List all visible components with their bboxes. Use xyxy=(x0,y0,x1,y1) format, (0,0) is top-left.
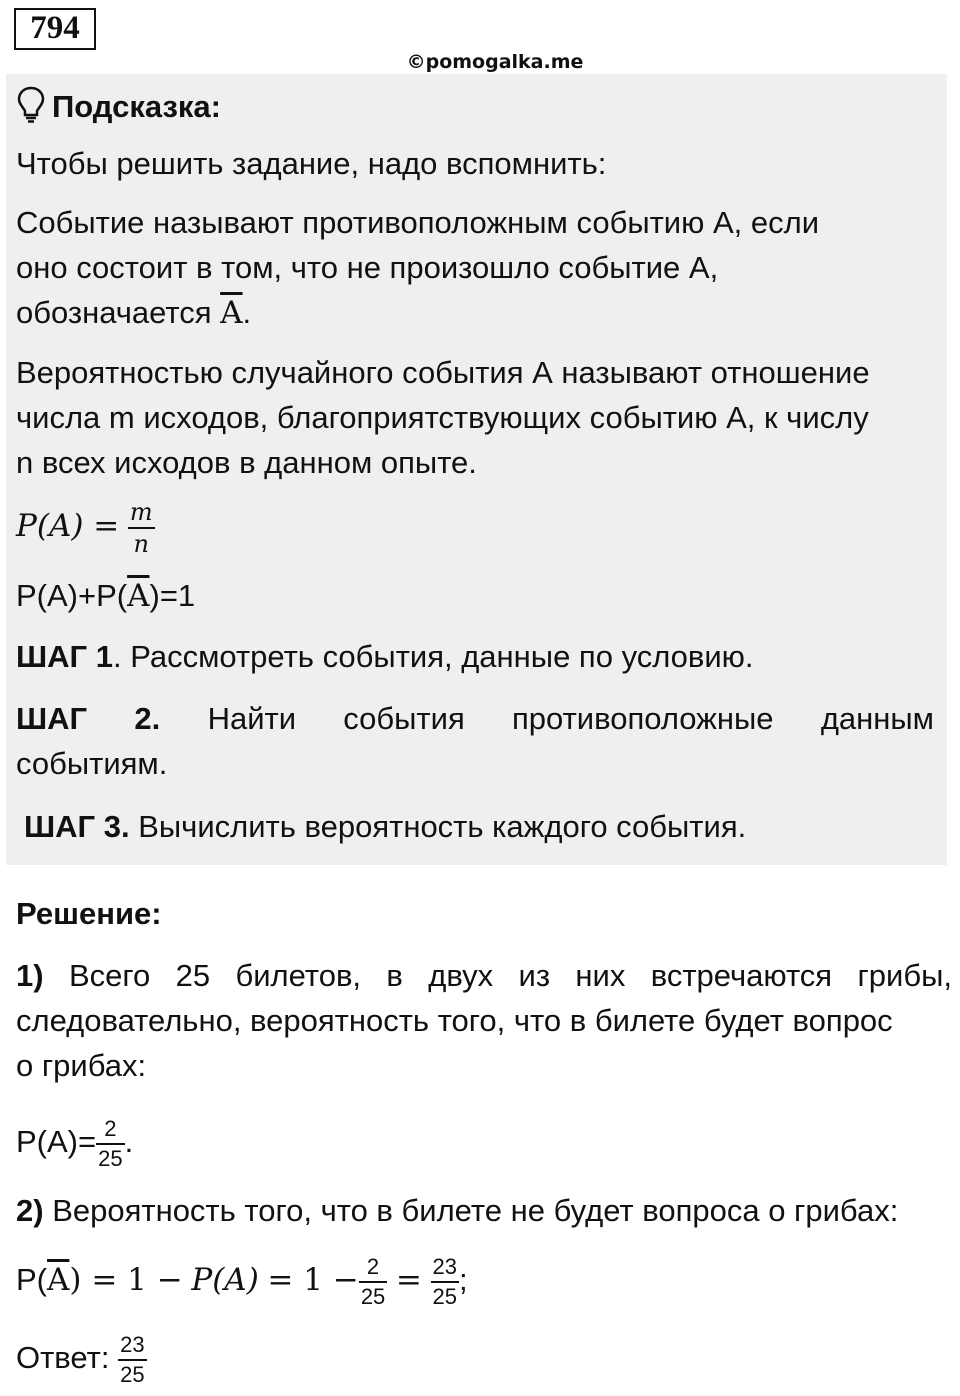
def-probability xyxy=(16,350,934,485)
def-opposite-end: . xyxy=(242,295,252,330)
p2-f-b: ) = 1 − xyxy=(69,1262,183,1298)
probability-formula xyxy=(16,496,934,556)
def-opposite-line2: оно состоит в том, что не произошло событие А, xyxy=(16,250,719,285)
p2-numerator1: 2 xyxy=(359,1256,387,1283)
p1-fraction xyxy=(96,1115,124,1171)
p1-text1: Всего 25 билетов, в двух из них встречаются грибы, xyxy=(43,958,952,993)
p2-fraction1 xyxy=(359,1253,387,1309)
solution-step1 xyxy=(16,953,952,1088)
opposite-symbol: $\overline{A}$ xyxy=(220,295,243,331)
answer-denominator: 25 xyxy=(120,1361,145,1387)
formula2-part-b: )=1 xyxy=(149,578,196,613)
def-prob-line2: числа m исходов, благоприятствующих событию А, к числу xyxy=(16,400,869,435)
step2-line1 xyxy=(16,696,934,741)
hint-intro: Чтобы решить задание, надо вспомнить: xyxy=(16,146,607,181)
p1-formula-end: . xyxy=(124,1124,134,1159)
p1-formula-lhs: P(A)= xyxy=(16,1124,97,1159)
def-opposite-line3 xyxy=(16,290,934,336)
p1-line3: о грибах: xyxy=(16,1048,147,1083)
p2-formula xyxy=(16,1248,934,1312)
p2-label: 2) xyxy=(16,1193,44,1228)
p2-f-pa: P(A) xyxy=(191,1262,259,1298)
answer xyxy=(16,1328,934,1388)
p2-denominator2: 25 xyxy=(432,1283,458,1309)
step-2 xyxy=(16,696,934,786)
formula-lhs: P(A) = xyxy=(16,508,120,544)
step3-label: ШАГ 3. xyxy=(24,809,130,844)
p2-f-a: P( xyxy=(16,1262,47,1297)
formula2-part-a: P(A)+P( xyxy=(16,578,128,613)
p1-line1 xyxy=(16,953,952,998)
p2-f-symbol: $\overline{A}$ xyxy=(47,1262,70,1298)
hint-title-text: Подсказка: xyxy=(52,89,221,124)
def-prob-line1: Вероятностью случайного события А называют отношение xyxy=(16,355,870,390)
def-prob-line3: n всех исходов в данном опыте. xyxy=(16,445,477,480)
p1-numerator: 2 xyxy=(96,1118,124,1145)
step1-text: . Рассмотреть события, данные по условию. xyxy=(112,639,754,674)
solution-title: Решение: xyxy=(16,896,162,931)
p1-denominator: 25 xyxy=(98,1145,123,1171)
step2-text: Найти события противоположные данным xyxy=(207,701,934,736)
step1-label: ШАГ 1 xyxy=(16,639,113,674)
complement-formula xyxy=(16,573,934,619)
step3-text: Вычислить вероятность каждого события. xyxy=(129,809,747,844)
solution-step2 xyxy=(16,1188,952,1233)
step2-label: ШАГ 2. xyxy=(16,701,161,736)
p2-end: ; xyxy=(459,1262,468,1297)
step2-line2: событиям. xyxy=(16,746,168,781)
p1-formula xyxy=(16,1112,934,1172)
lightbulb-icon xyxy=(16,86,46,124)
def-opposite-line1: Событие называют противоположным событию А, если xyxy=(16,205,820,240)
step-1 xyxy=(16,634,934,679)
def-opposite-text: обозначается xyxy=(16,295,212,330)
p2-eq: = xyxy=(395,1262,422,1298)
p2-fraction2 xyxy=(431,1253,459,1309)
formula-fraction xyxy=(128,497,155,558)
p2-f-c: = 1 − xyxy=(267,1262,359,1298)
formula2-symbol: $\overline{A}$ xyxy=(127,578,150,614)
answer-numerator: 23 xyxy=(118,1334,146,1361)
answer-label: Ответ: xyxy=(16,1340,110,1375)
p1-label: 1) xyxy=(16,958,44,993)
formula-numerator: m xyxy=(128,500,155,529)
p2-text: Вероятность того, что в билете не будет вопроса о грибах: xyxy=(43,1193,899,1228)
answer-fraction xyxy=(118,1331,146,1387)
task-number: 794 xyxy=(14,8,96,50)
formula-denominator: n xyxy=(133,529,149,558)
step-3 xyxy=(24,804,942,849)
hint-title xyxy=(16,86,221,125)
p2-denominator1: 25 xyxy=(360,1283,386,1309)
watermark: ©pomogalka.me xyxy=(406,51,584,73)
p2-numerator2: 23 xyxy=(431,1256,459,1283)
p1-line2: следовательно, вероятность того, что в билете будет вопрос xyxy=(16,1003,893,1038)
def-opposite xyxy=(16,200,934,336)
